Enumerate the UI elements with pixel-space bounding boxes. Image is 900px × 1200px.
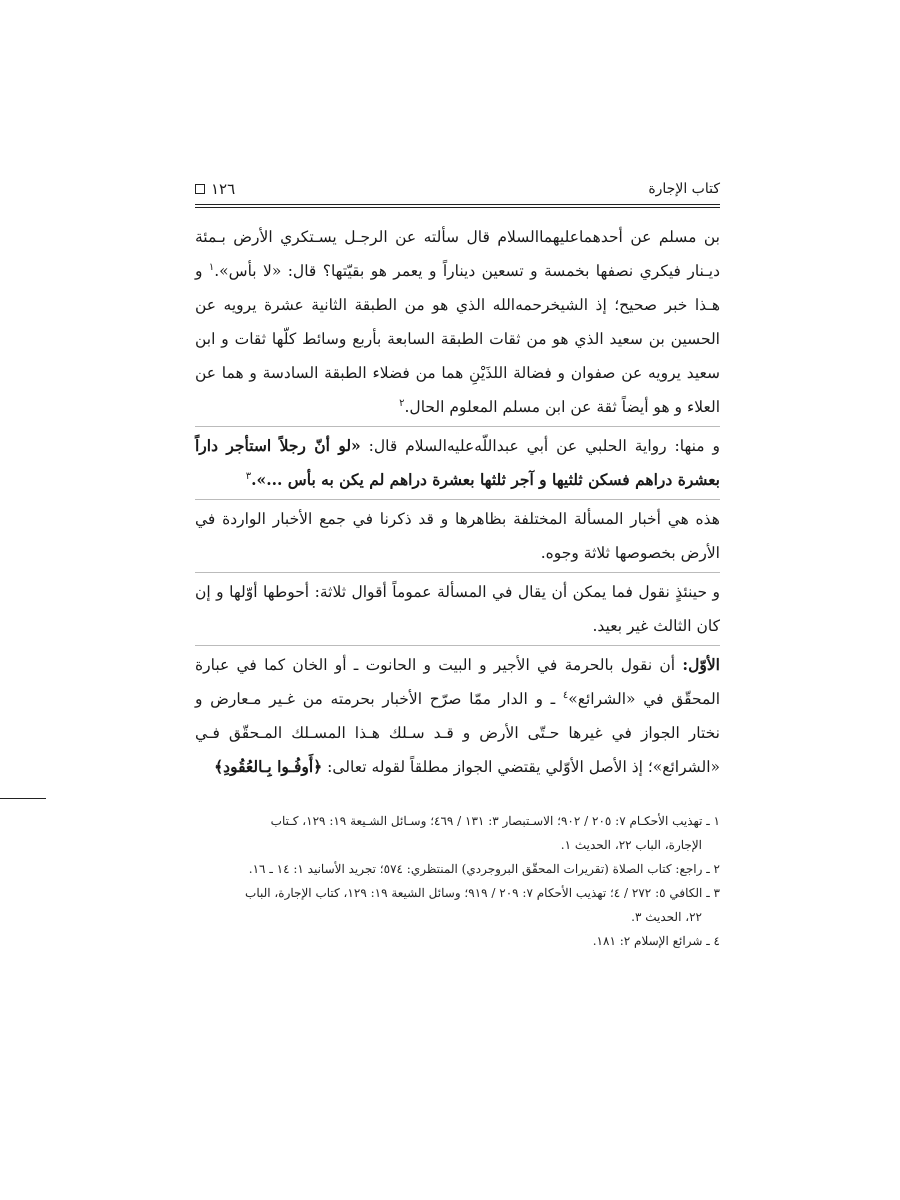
page-number: ١٢٦ [211,180,236,198]
paragraph-divider [195,426,720,427]
footnote-4: ٤ ـ شرائع الإسلام ٢: ١٨١. [592,934,720,948]
paragraph-1: بن مسلم عن أحدهماعليهماالسلام قال سألته عن الرجـل يسـتكري الأرض بـمئة ديـنار فيكري نصفها بخمسة و تسعين ديناراً و يعمر هو بقيّتها؟ قال: «لا بأس».$^١$ و هـذا خبر صحيح؛ إذ الشيخرحمه‌الله الذي هو من الطبقة الثانية عشرة يرويه عن الحسين بن سعيد الذي هو من ثقات الطبقة السابعة بأربع وسائط كلّها ثقات و ابن سعيد يرويه عن صفوان و فضالة اللذَيْنِ هما من فضلاء الطبقة السادسة و هما عن العلاء و هو أيضاً ثقة عن ابن مسلم المعلوم الحال.$^٢$ [195,228,720,416]
paragraph-divider [195,572,720,573]
paragraph-2: و منها: رواية الحلبي عن أبي عبداللّه‌عليه‌السلام قال: «لو أنّ رجلاً استأجر داراً بعشرة دراهم فسكن ثلثيها و آجر ثلثها بعشرة دراهم لم يكن به بأس ...».$^٣$ [195,436,720,489]
section-label-first: الأوّل: [682,655,720,674]
page-number-block [195,180,235,198]
book-page [195,178,720,953]
footnote-ref-4: ٤ [562,689,569,701]
paragraph-divider [195,645,720,646]
book-title: كتاب الإجارة [648,181,720,197]
hadith-quote: «لو أنّ رجلاً استأجر داراً بعشرة دراهم فسكن ثلثيها و آجر ثلثها بعشرة دراهم لم يكن به بأس ...». [195,436,720,489]
paragraph-4: و حينئذٍ نقول فما يمكن أن يقال في المسألة عموماً أقوال ثلاثة: أحوطها أوّلها و إن كان الثالث غير بعيد. [195,583,720,635]
header-rule [195,204,720,208]
paragraph-5: الأوّل: أن نقول بالحرمة في الأجير و البيت و الحانوت ـ أو الخان كما في عبارة المحقّق في «الشرائع»$^٤$ ـ و الدار ممّا صرّح الأخبار بحرمته من غـير مـعارض و نختار الجواز في غيرها حـتّى الأرض و قـد سـلك هـذا المسـلك المـحقّق فـي «الشرائع»؛ إذ الأصل الأوّلي يقتضي الجواز مطلقاً لقوله تعالى: ﴿أَوفُـوا بِـالعُقُودِ﴾ [195,655,720,776]
paragraph-3: هذه هي أخبار المسألة المختلفة بظاهرها و قد ذكرنا في جمع الأخبار الواردة في الأرض بخصوصها ثلاثة وجوه. [195,510,720,562]
main-text [195,220,720,784]
square-ornament-icon [195,184,205,194]
footnote-1: ١ ـ تهذيب الأحكـام ٧: ٢٠٥ / ٩٠٢؛ الاسـتبصار ٣: ١٣١ / ٤٦٩؛ وسـائل الشـيعة ١٩: ١٢٩، كـتاب الإجارة، الباب ٢٢، الحديث ١. [270,814,720,852]
footnotes [195,809,720,953]
quran-verse: ﴿أَوفُـوا بِـالعُقُودِ﴾ [214,757,323,776]
running-header [195,178,720,202]
paragraph-divider [195,499,720,500]
footnote-ref-1: ١ [208,261,215,273]
footnote-ref-3: ٣ [245,470,252,482]
footnote-ref-2: ٢ [399,397,405,409]
footnote-separator [0,798,46,799]
footnote-2: ٢ ـ راجع: كتاب الصلاة (تقريرات المحقّق البروجردي) المنتظري: ٥٧٤؛ تجريد الأسانيد ١: ١٤ ـ ١٦. [248,862,720,876]
footnote-3: ٣ ـ الكافي ٥: ٢٧٢ / ٤؛ تهذيب الأحكام ٧: ٢٠٩ / ٩١٩؛ وسائل الشيعة ١٩: ١٢٩، كتاب الإجارة، الباب ٢٢، الحديث ٣. [245,886,720,924]
